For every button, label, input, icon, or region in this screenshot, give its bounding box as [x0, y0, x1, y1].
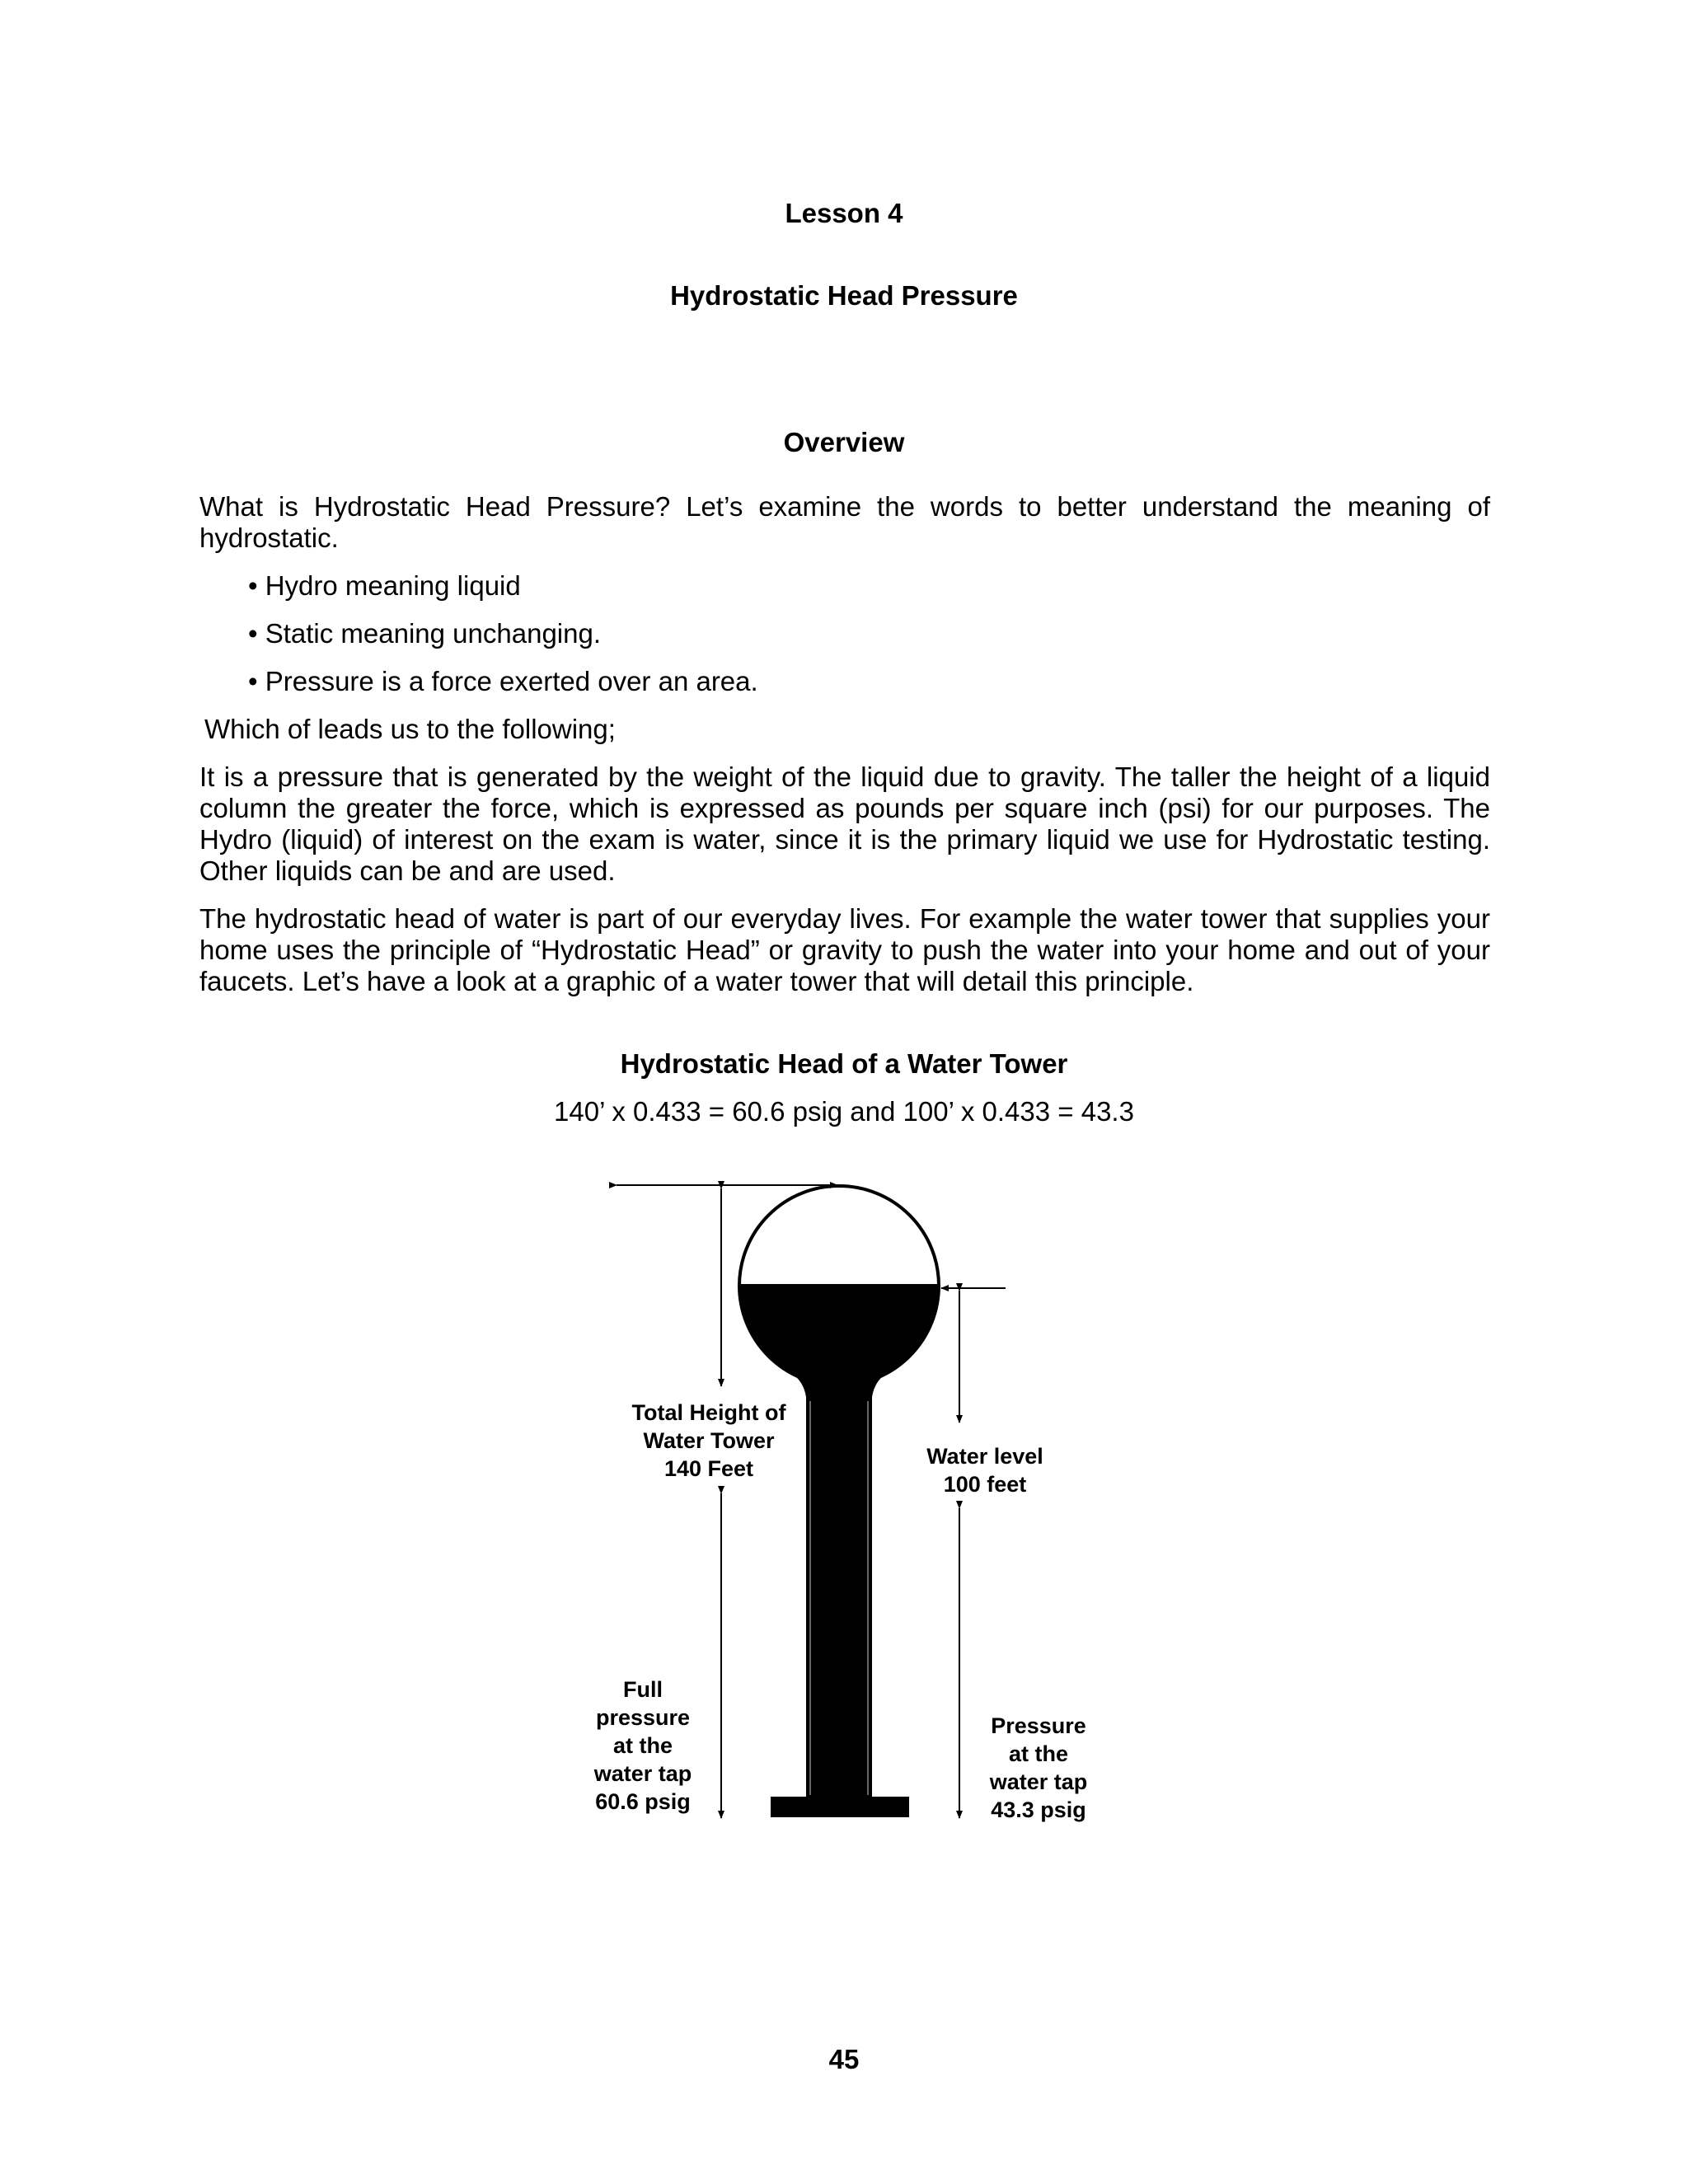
- total-height-label: [614, 1399, 804, 1483]
- page-title: Hydrostatic Head Pressure: [670, 280, 1018, 311]
- full-pressure-label: [577, 1675, 709, 1816]
- label-line: Water Tower: [643, 1428, 775, 1453]
- label-line: Pressure: [991, 1713, 1086, 1738]
- tank-water-fill: [739, 1286, 939, 1385]
- bullet-item: • Static meaning unchanging.: [248, 618, 602, 649]
- label-line: 60.6 psig: [595, 1789, 691, 1814]
- tap-pressure-label: [973, 1712, 1104, 1824]
- label-line: at the: [1008, 1741, 1068, 1766]
- tower-column: [806, 1394, 872, 1797]
- label-line: 140 Feet: [663, 1456, 754, 1481]
- tower-base: [771, 1797, 909, 1817]
- bullet-item: • Pressure is a force exerted over an area.: [248, 666, 758, 696]
- lead-in-text: Which of leads us to the following;: [204, 714, 616, 744]
- label-line: 100 feet: [943, 1472, 1027, 1497]
- body-paragraph-2: The hydrostatic head of water is part of our everyday lives. For example the water tower that supplies your home uses the principle of “Hydrostatic Head” or gravity to push the water into your home and out of your faucets. Let’s have a look at a graphic of a water tower that will detail this principle.: [199, 903, 1490, 996]
- figure-title: Hydrostatic Head of a Water Tower: [620, 1048, 1068, 1079]
- label-line: Full: [623, 1677, 663, 1702]
- label-line: water tap: [593, 1761, 692, 1786]
- label-line: Water level: [926, 1444, 1043, 1469]
- figure-equation: 140’ x 0.433 = 60.6 psig and 100’ x 0.433 = 43.3: [554, 1096, 1134, 1127]
- label-line: at the: [612, 1733, 673, 1758]
- label-line: pressure: [595, 1705, 691, 1730]
- body-paragraph-1: It is a pressure that is generated by the weight of the liquid due to gravity. The taller the height of a liquid column the greater the force, which is expressed as pounds per square inch (psi) for our purposes. The Hydro (liquid) of interest on the exam is water, since it is the primary liquid we use for Hydrostatic testing. Other liquids can be and are used.: [199, 762, 1490, 886]
- intro-paragraph: What is Hydrostatic Head Pressure? Let’s examine the words to better understand the meaning of hydrostatic.: [199, 491, 1490, 553]
- section-heading: Overview: [783, 427, 905, 457]
- tower-neck: [791, 1373, 887, 1397]
- lesson-number: Lesson 4: [785, 198, 903, 228]
- bullet-item: • Hydro meaning liquid: [248, 570, 521, 601]
- label-line: 43.3 psig: [991, 1797, 1086, 1822]
- label-line: water tap: [989, 1769, 1088, 1794]
- label-line: Total Height of: [631, 1400, 786, 1425]
- page-number: 45: [828, 2044, 860, 2074]
- water-level-label: [907, 1442, 1063, 1498]
